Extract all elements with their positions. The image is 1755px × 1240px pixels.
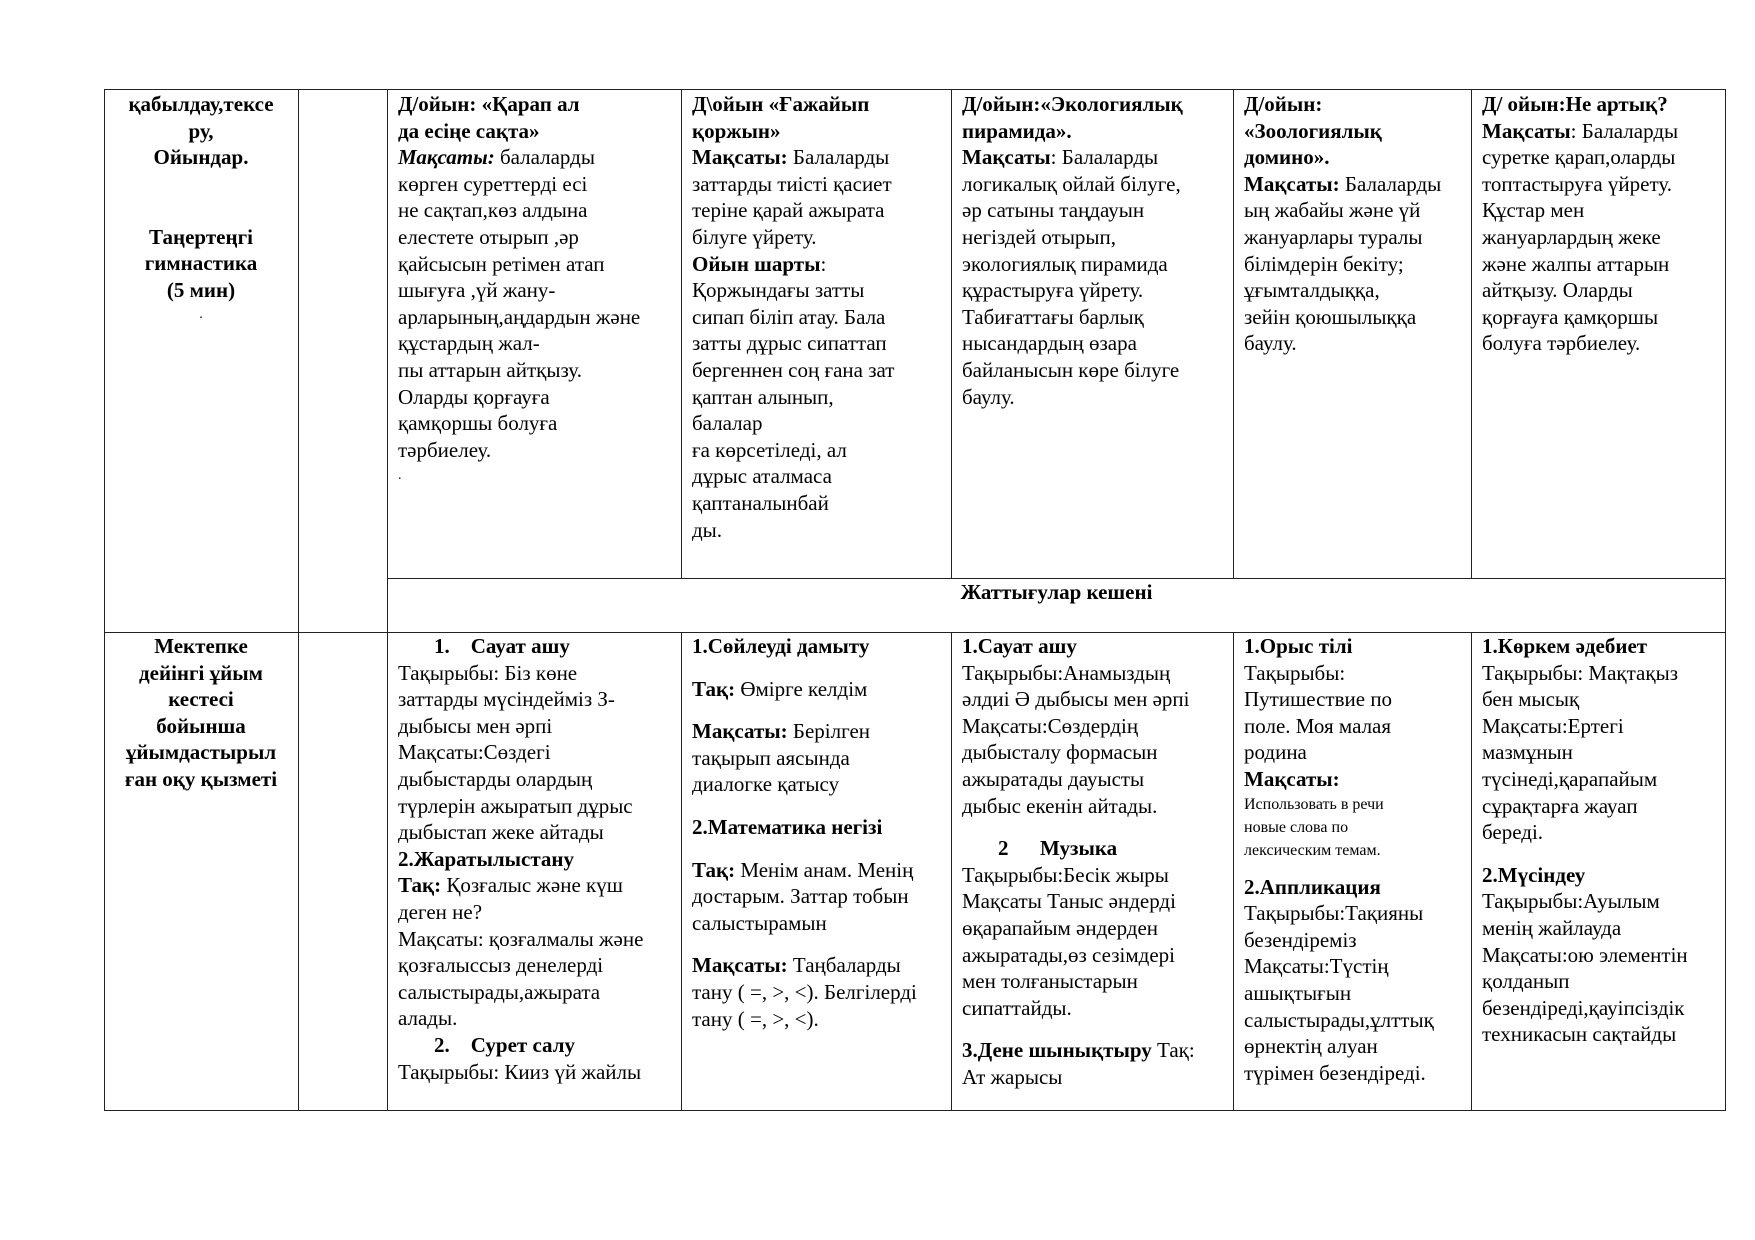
table-divider [1233,89,1234,578]
game-card-1: Д/ойын: «Қарап ал да есіңе сақта» Мақсаты: балаларды көрген суреттерді есі не сақтап,көз алдына елестете отырып ,әр қайсысын ретімен атап шығуға ,үй жану- арларының,аңдардын және құстардың жал- пы аттарын айтқызу. Оларды қорғауға қамқоршы болуға тәрбиелеу. . [398,92,641,484]
game-card-2: Д\ойын «Ғажайып қоржын» Мақсаты: Балаларды заттарды тиісті қасиет теріне қарай ажырата білуге үйрету. Ойын шарты: Қоржындағы затты сипап біліп атау. Бала затты дұрыс сипаттап бергеннен соң ғана зат қаптан алынып, балалар ға көрсетіледі, ал дұрыс аталмаса қаптанaлынбай ды. [692,92,895,542]
table-divider [951,89,952,578]
table-divider [1471,632,1472,1111]
row-label-reception: қабылдау,тексе ру, Ойындар. Таңертеңгі гимнастика (5 мин) . [128,92,274,322]
table-divider [951,632,952,1111]
exercises-heading: Жаттығулар кешені [960,580,1153,604]
lesson-card-3: 1.Сауат ашу Тақырыбы:Анамыздың әлдиі Ә дыбысы мен әрпі Мақсаты:Сөздердің дыбысталу формасын ажыратады дауысты дыбыс екенін айтады. 2 Музыка Тақырыбы:Бесік жыры Мақсаты Таныс әндерді өқарапайым әндерден ажыратады,өз сезімдері мен толғаныстарын сипаттайды. 3.Дене шынықтыру Тақ: Ат жарысы [962,634,1195,1089]
row-label-organized-learning: Мектепке дейінгі ұйым кестесі бойынша ұйымдастырыл ған оқу қызметі [124,634,278,791]
lesson-card-4: 1.Орыс тілі Тақырыбы: Путишествие по поле. Моя малая родина Мақсаты: Использовать в речи новые слова по лексическим темам. 2.Аппликация Тақырыбы:Тақияны безендіреміз Мақсаты:Түстің ашықтығын салыстырады,ұлттық өрнектің алуан түрімен безендіреді. [1244,634,1434,1085]
game-card-3: Д/ойын:«Экологиялық пирамида». Мақсаты: Балаларды логикалық ойлай білуге, әр сатыны таңдауын негіздей отырып, экологиялық пирамида құрастыруға үйрету. Табиғаттағы барлық нысандардың өзара байланысын көре білуге баулу. [962,92,1183,409]
table-divider [1233,632,1234,1111]
table-divider [681,632,682,1111]
lesson-card-2: 1.Сөйлеуді дамыту Тақ: Өмірге келдім Мақсаты: Берілген тақырып аясында диалогке қатысу 2.Математика негізі Тақ: Менім анам. Менің достарым. Заттар тобын салыстырамын Мақсаты: Таңбаларды тану ( =, >, <). Белгілерді тану ( =, >, <). [692,634,917,1031]
table-divider [387,89,388,1111]
game-card-5: Д/ ойын:Не артық? Мақсаты: Балаларды суретке қарап,оларды топтастыруға үйрету. Құстар мен жануарлардың жеке және жалпы аттарын айтқызу. Оларды қорғауға қамқоршы болуға тәрбиелеу. [1482,92,1679,356]
table-divider [681,89,682,578]
game-card-4: Д/ойын: «Зоологиялық домино». Мақсаты: Балаларды ың жабайы және үй жануарлары туралы білімдерін бекіту; ұғымталдыққа, зейін қоюшылыққа баулу. [1244,92,1442,356]
table-divider [298,89,299,1111]
table-divider [1471,89,1472,578]
lesson-card-1: 1. Сауат ашу Тақырыбы: Біз көне заттарды мүсіндейміз З- дыбысы мен әрпі Мақсаты:Сөздегі дыбыстарды олардың түрлерін ажыратып дұрыс дыбыстап жеке айтады 2.Жаратылыстану Тақ: Қозғалыс және күш деген не? Мақсаты: қозғалмалы және қозғалыссыз денелерді салыстырады,ажырата алады. 2. Сурет салу Тақырыбы: Кииз үй жайлы [398,634,644,1084]
lesson-card-5: 1.Көркем әдебиет Тақырыбы: Мақтақыз бен мысық Мақсаты:Ертегі мазмұнын түсінеді,қарапайым сұрақтарға жауап береді. 2.Мүсіндеу Тақырыбы:Ауылым менің жайлауда Мақсаты:ою элементін қолданып безендіреді,қауіпсіздік техникасын сақтайды [1482,634,1688,1047]
